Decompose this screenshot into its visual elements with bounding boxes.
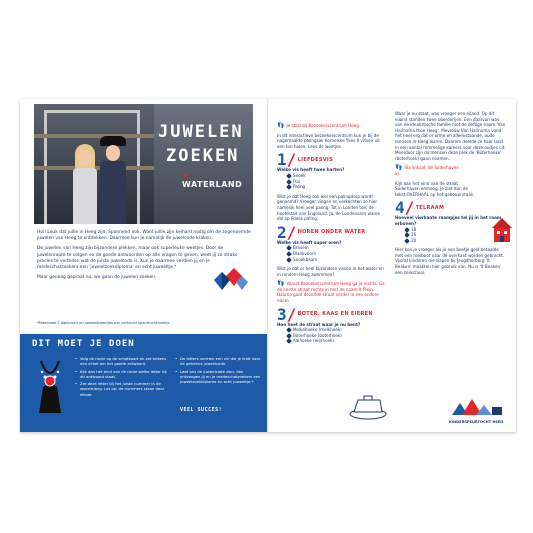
rules-column-1 <box>75 356 167 399</box>
start-text: In dit interactieve bezoekerscentrum kun je bij de nagemaakte palingsak Kornelske Ykes II vissen uit een ton halen. Lees de weetjes. <box>277 132 380 149</box>
rules-column-2 <box>175 356 261 386</box>
gems-icon <box>210 266 250 292</box>
title-zoeken: ZOEKEN <box>166 146 240 166</box>
butter-dish-icon <box>348 392 388 420</box>
gem-bullet-icon <box>286 173 292 179</box>
answer-option[interactable]: Molkehoeke (melkhoek) <box>287 327 387 333</box>
footsteps-icon: 👣 <box>277 280 285 288</box>
answer-option[interactable]: 16 <box>405 232 507 238</box>
pirate-boy-figure <box>98 136 128 224</box>
answer-options <box>287 327 387 344</box>
rule-item: • Kijk aan het eind van de route welke letter bij dit antwoord staat. <box>75 369 167 380</box>
cover-photo <box>34 104 253 224</box>
answer-option[interactable]: Brasem <box>287 245 387 251</box>
question-number: 2/ <box>277 222 297 242</box>
rule-item: • Laat ons de juweelcode zien, dan ontvangen jij en je medeschatzoekers een juweelzoekdiploma en echt juweeltje.* <box>175 369 261 385</box>
gem-bullet-icon <box>286 339 292 345</box>
question-text: Hoe heet de straat waar je nu bent? <box>277 321 361 327</box>
instructions-box <box>20 334 268 432</box>
necklace-icon <box>33 357 67 415</box>
answer-options <box>287 245 387 262</box>
intro-paragraph: Maar genoeg gepraat nu, we gaan de juwelen zoeken. <box>37 275 157 281</box>
answer-option[interactable]: Snoek <box>287 173 387 179</box>
logo-text: KINDERSPEURTOCHT HEEG <box>449 420 504 424</box>
history-text: Waar je nu staat, was vroeger een eiland. Op dit eiland stonden twee boerderijen. Een daarvan was van de idealistische familie met de deftige naam 'Van Harinxma thoe Heeg'. Mevrouw Van Harinxma vond het heel erg dat er arme en alleenstaande, oude mensen in Heeg waren. Daarom deelde ze haar land in een aantal rommelige kamers voor deze oudjes uit. Meerdoor zijn de mensen deze plek de 'Bûterhoeke' (boterhoek) gaan noemen. <box>395 111 506 161</box>
question-title: BOTER, KAAS EN EIEREN <box>297 310 373 317</box>
house-icon <box>490 216 514 244</box>
fact-text: Wist je dat er heel bijzondere vissen in het water en in rondom Heeg zwemmen? <box>277 266 384 277</box>
gem-bullet-icon <box>404 238 410 244</box>
intro-paragraph: Hoi! Leuk dat jullie in Heeg zijn. Spannend ook. Want jullie zijn keihard nodig om de zogenoemde juwelen van Heeg te ontdekken. Daarmee kun je namelijk de juwelcode kraken. <box>37 230 251 242</box>
good-luck-text: VEEL SUCCES! <box>180 407 223 413</box>
right-column-2 <box>395 111 507 279</box>
right-page <box>268 99 516 432</box>
gem-bullet-icon <box>286 184 292 190</box>
title-juwelen: JUWELEN <box>158 122 244 142</box>
right-column-1 <box>277 123 387 348</box>
answer-option[interactable]: 18 <box>405 227 507 233</box>
question-2 <box>277 222 387 278</box>
question-text: Welke vis heeft twee harten? <box>277 167 345 173</box>
question-3 <box>277 304 387 344</box>
intro-paragraph: De juwelen van Heeg zijn bijzondere plekken, maar ook superleuke weetjes. Door de juwelenroute te volgen en de goede antwoorden op alle vragen te geven, weet jij zo straks precies te vertellen wat de juiste juwelcode is. Kun je daarmee verdien jij en je medeschatzoekers een 'juweelzoekdiploma' en echt juweeltje.* <box>37 246 238 271</box>
footsteps-icon: 👣 <box>395 164 403 172</box>
kinderspeurtocht-logo-icon <box>448 389 510 419</box>
rule-item: • Volg de route op de schatkaart en zet telkens een cirkel om het goede antwoord. <box>75 356 167 367</box>
answer-option[interactable]: 20 <box>405 238 507 244</box>
start-line: 👣 Je start bij Bezoekerscentrum Heeg. <box>277 122 361 129</box>
question-number: 1/ <box>277 150 297 170</box>
rule-item: • Zet deze letter bij het juiste nummer in de woordslang. Let op: de nummers staan door elkaar. <box>75 381 167 397</box>
answer-option[interactable]: Paling <box>287 184 387 190</box>
route-instruction: 👣 Sla linksaf, de Súderhaven in. <box>395 164 459 176</box>
answer-option[interactable]: Snoekbaars <box>287 257 387 263</box>
answer-option[interactable]: Blankvoorn <box>287 251 387 257</box>
answer-option[interactable]: Bûterhoeke (boterhoek) <box>287 333 387 339</box>
question-text: Welke vis heeft super oren? <box>277 239 342 245</box>
title-waterland: ★ WATERLAND <box>182 171 243 189</box>
footsteps-icon: 👣 <box>277 122 285 129</box>
answer-options <box>287 173 387 190</box>
left-page <box>20 99 268 432</box>
question-1 <box>277 150 387 222</box>
history-text: Hier kon je vroeger als je een beetje geld betaalde met een roeiboot naar de overkant worden gebracht. Vooral kinderen die slapen bij Jeugdherberg 'It Beaken' maakten hier gebruik van. Nu is 'It Beaken' een zeilschool. <box>395 247 505 275</box>
instructions-heading: DIT MOET JE DOEN <box>32 339 135 349</box>
question-title: TELRAAM <box>415 204 445 211</box>
question-text: Hoeveel vierkante raampjes tel jij in het raam erboven? <box>395 215 502 226</box>
booklet-spread <box>20 99 516 432</box>
question-title: LIEFDESVIS <box>297 156 333 163</box>
question-title: HOREN ONDER WATER <box>297 228 366 235</box>
route-instruction: 👣 Vanuit Bezoekerscentrum Heeg ga je rechts. Ga de eerste straat rechts in met de naam It Plein. Daarna gaat dezelfde straat verder in een andere naam. <box>277 280 385 304</box>
gem-bullet-icon <box>286 251 292 257</box>
look-text: Kijk aan het eind van de straat Súderhaven omhoog. Je ziet dan de tekst OVERHAAL op het gebouw staan. <box>395 180 475 197</box>
question-number: 3/ <box>277 304 297 324</box>
fact-text: Wist je dat Heeg ook wel een palingdorp wordt genoemd? Vroeger vingen en verkochten ze hier namelijk heel veel paling. Tot in Londen toe, de hoofdstad van Engeland. Ja, de Londenaren waren dol op Friese paling. <box>277 193 381 222</box>
answer-option[interactable]: Pos <box>287 179 387 185</box>
rule-item: • De letters vormen een zin die je leidt naar de geheime juweelcode. <box>175 356 261 367</box>
answer-option[interactable]: Aaihoeke (eierhoek) <box>287 338 387 344</box>
footnote: *Maximaal 3 diploma's en juweelsteentjes per verkocht speurtochtboekje. <box>37 321 171 325</box>
question-number: 4/ <box>395 198 415 218</box>
girl-figure <box>72 144 98 224</box>
gem-bullet-icon <box>286 257 292 263</box>
